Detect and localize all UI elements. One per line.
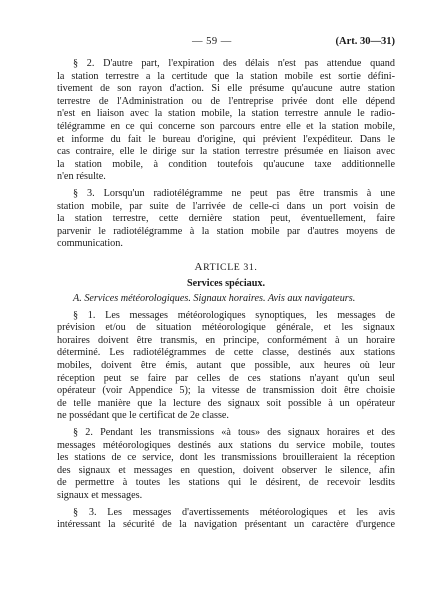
text-line: la station terrestre a la certitude que la station mobile est sortie défini- — [57, 70, 395, 82]
article-heading — [57, 261, 395, 275]
text-line: des signaux et messages en question, doivent observer le silence, afin — [57, 464, 395, 476]
text-line: communication. — [57, 238, 123, 250]
text-line: la station terrestre, cette dernière station peut, éventuellement, faire — [57, 213, 395, 225]
paragraphs-bottom — [57, 310, 395, 532]
text-line: prévision et/ou de situation météorologique générale, et les signaux — [57, 322, 395, 334]
text-line: déterminé. Les radiotélégrammes de cette classe, destinés aux stations — [57, 347, 395, 359]
text-line: intéressant la sécurité de la navigation présentant un caractère d'urgence — [57, 519, 395, 531]
text-line: cas contraire, elle le dirige sur la station terrestre présumée en liaison avec — [57, 146, 395, 158]
text-line: terrestre de l'Administration ou de l'entreprise privée dont elle dépend — [57, 95, 395, 107]
text-line: station mobile, par suite de l'arrivée de celle-ci dans un port voisin de — [57, 200, 395, 212]
text-line: la station mobile, à condition toutefois qu'aucune taxe additionnelle — [57, 158, 395, 170]
article-heading-initial: A — [194, 260, 204, 273]
section-heading: Services spéciaux. — [186, 277, 266, 289]
page-number: — 59 — — [192, 36, 232, 47]
text-line: horaires doivent être transmis, en principe, conformément à un horaire — [57, 334, 395, 346]
text-line: opérateur (voir Appendice 5); la vitesse de transmission doit être choisie — [57, 385, 395, 397]
text-line: mobiles, doivent être émis, autant que possible, aux heures où leur — [57, 360, 395, 372]
text-line: parvenir le radiotélégramme à la station mobile par d'autres moyens de — [57, 225, 395, 237]
text-line: réception peut se faire par celles de ces stations n'ayant qu'un seul — [57, 372, 395, 384]
text-line: § 3. Les messages d'avertissements météorologiques et les avis — [73, 506, 395, 518]
text-line: § 2. D'autre part, l'expiration des délais n'est pas attendue quand — [73, 58, 395, 69]
text-line: n'est en liaison avec la station mobile, la station terrestre annule le radio- — [57, 108, 395, 120]
paragraph — [57, 58, 395, 184]
text-line: n'en résulte. — [57, 171, 106, 183]
text-line: § 1. Les messages météorologiques synoptiques, les messages de — [73, 309, 395, 321]
text-line: télégramme en ce qui concerne son parcours entre elle et la station mobile, — [57, 120, 395, 132]
text-line: messages météorologiques destinés aux stations du service mobile, toutes — [57, 439, 395, 451]
article-reference: (Art. 30—31) — [335, 36, 395, 47]
text-line: les stations de ce service, dont les transmissions brouilleraient la réception — [57, 452, 395, 464]
paragraph — [57, 310, 395, 423]
article-heading-rest: RTICLE 31. — [203, 261, 258, 273]
text-line: de permettre à toutes les stations qui le désirent, de recevoir lesdits — [57, 477, 395, 489]
paragraph — [57, 507, 395, 532]
paragraph — [57, 427, 395, 503]
text-line: signaux et messages. — [57, 490, 143, 501]
paragraph — [57, 188, 395, 251]
paragraphs-top — [57, 58, 395, 251]
text-line: de telle manière que la lecture des signaux soit possible à un opérateur — [57, 397, 395, 409]
text-line: § 3. Lorsqu'un radiotélégramme ne peut pas être transmis à une — [73, 187, 395, 199]
running-head — [57, 36, 395, 50]
text-line: et informe du fait le bureau d'origine, qui prévient l'expéditeur. Dans le — [57, 133, 395, 145]
text-line: § 2. Pendant les transmissions «à tous» des signaux horaires et des — [73, 427, 395, 439]
subsection-heading: A. Services météorologiques. Signaux horaires. Avis aux navigateurs. — [73, 293, 356, 305]
page-content — [57, 58, 395, 532]
text-line: ne possédant que le certificat de 2e classe. — [57, 410, 229, 422]
text-line: tivement de son rayon d'action. Si elle présume qu'aucune autre station — [57, 83, 395, 95]
